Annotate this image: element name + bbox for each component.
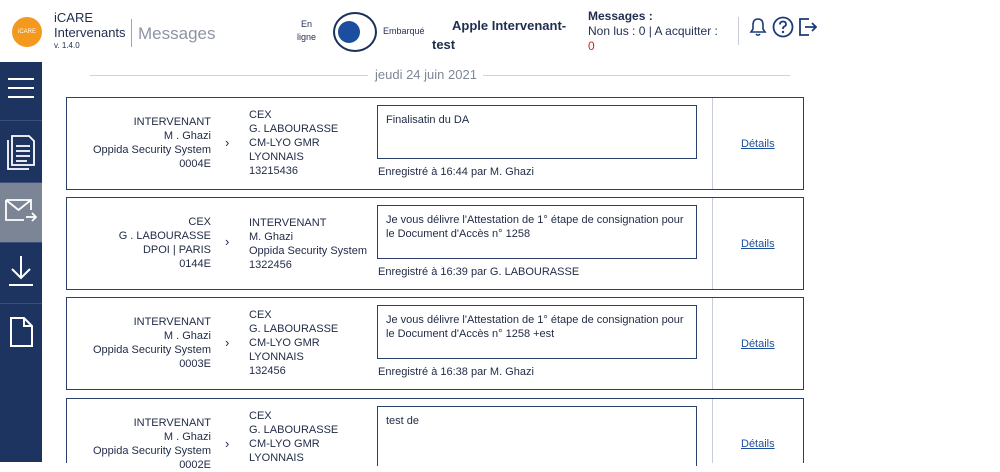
- file-icon: [8, 316, 34, 353]
- message-text: Finalisatin du DA: [377, 105, 697, 159]
- date-divider-left: [90, 75, 368, 76]
- sender-name: G . LABOURASSE: [118, 230, 211, 242]
- sender-company: Oppida Security System: [93, 344, 211, 356]
- message-card: [66, 398, 804, 471]
- recipient-unit: CM-LYO GMR: [249, 137, 320, 149]
- sidebar-item-messages[interactable]: [0, 183, 42, 242]
- online-label: [297, 18, 316, 44]
- sidebar-item-documents[interactable]: [0, 126, 42, 182]
- date-divider-right: [483, 75, 790, 76]
- recipient-role: CEX: [249, 410, 272, 422]
- sender-role: INTERVENANT: [133, 417, 211, 429]
- card-divider: [712, 399, 713, 463]
- card-divider: [712, 298, 713, 389]
- message-recipient: [249, 409, 338, 465]
- messages-to-ack-count: 0: [588, 39, 595, 53]
- message-sender: [77, 315, 211, 371]
- app-version: v. 1.4.0: [54, 41, 80, 50]
- user-name-line2: test: [432, 37, 456, 52]
- sender-name: M . Ghazi: [163, 330, 211, 342]
- app-brand: [54, 10, 126, 52]
- messages-summary: [588, 9, 718, 54]
- sender-name: M . Ghazi: [163, 431, 211, 443]
- recipient-role: CEX: [249, 109, 272, 121]
- sender-code: 0144E: [179, 258, 211, 270]
- message-recorded-info: Enregistré à 16:38 par M. Ghazi: [378, 366, 534, 378]
- menu-icon: [7, 77, 35, 104]
- recipient-code: 13215436: [249, 165, 298, 177]
- brand-divider: [131, 19, 132, 47]
- message-card: [66, 97, 804, 190]
- details-link[interactable]: Détails: [741, 138, 775, 150]
- recipient-unit: CM-LYO GMR: [249, 337, 320, 349]
- sender-role: INTERVENANT: [133, 316, 211, 328]
- recipient-role: CEX: [249, 309, 272, 321]
- user-name-line1: Apple Intervenant-: [452, 18, 567, 33]
- sender-name: M . Ghazi: [163, 130, 211, 142]
- download-icon: [7, 254, 35, 293]
- message-card: [66, 297, 804, 390]
- sidebar: [0, 62, 42, 462]
- message-text: Je vous délivre l'Attestation de 1° étape de consignation pour le Document d'Accès n° 1258: [377, 205, 697, 259]
- sidebar-divider: [0, 242, 42, 243]
- sender-code: 0004E: [179, 158, 211, 170]
- recipient-name: G. LABOURASSE: [249, 323, 339, 335]
- page-title: Messages: [138, 24, 216, 43]
- message-sender: [77, 115, 211, 171]
- recipient-code: 1322456: [249, 259, 292, 271]
- document-list-icon: [7, 134, 35, 175]
- recipient-region: LYONNAIS: [249, 151, 304, 163]
- brand-subtitle: Intervenants: [54, 25, 126, 40]
- recipient-company: Oppida Security System: [249, 245, 367, 257]
- sidebar-divider: [0, 120, 42, 121]
- sender-role: INTERVENANT: [133, 116, 211, 128]
- onboard-label: Embarqué: [383, 26, 425, 36]
- messages-counts: Non lus : 0 | A acquitter :: [588, 24, 718, 38]
- sidebar-item-file[interactable]: [0, 309, 42, 359]
- message-card: [66, 197, 804, 290]
- online-label-line2: ligne: [297, 32, 317, 42]
- date-separator: jeudi 24 juin 2021: [375, 67, 477, 82]
- recipient-name: G. LABOURASSE: [249, 123, 339, 135]
- mail-send-icon: [5, 196, 37, 229]
- chevron-right-icon: ›: [225, 234, 230, 249]
- brand-name: iCARE: [54, 10, 94, 25]
- sidebar-divider: [0, 303, 42, 304]
- message-sender: [77, 416, 211, 472]
- chevron-right-icon: ›: [225, 436, 230, 451]
- logout-icon[interactable]: [797, 16, 819, 43]
- recipient-role: INTERVENANT: [249, 217, 327, 229]
- message-recorded-info: Enregistré à 16:44 par M. Ghazi: [378, 166, 534, 178]
- menu-button[interactable]: [0, 68, 42, 112]
- online-label-line1: En: [301, 19, 313, 29]
- help-icon[interactable]: [772, 16, 794, 43]
- chevron-right-icon: ›: [225, 135, 230, 150]
- recipient-name: M. Ghazi: [249, 231, 294, 243]
- recipient-region: LYONNAIS: [249, 452, 304, 464]
- app-header: [0, 0, 1000, 62]
- header-divider: [738, 17, 739, 45]
- logo-text: iCARE: [17, 29, 36, 35]
- card-divider: [712, 198, 713, 289]
- recipient-name: G. LABOURASSE: [249, 424, 339, 436]
- toggle-knob: [338, 21, 360, 43]
- app-logo: [12, 17, 42, 47]
- message-sender: [77, 215, 211, 271]
- chevron-right-icon: ›: [225, 335, 230, 350]
- details-link[interactable]: Détails: [741, 338, 775, 350]
- messages-summary-title: Messages :: [588, 9, 653, 23]
- card-divider: [712, 98, 713, 189]
- message-recorded-info: Enregistré à 16:39 par G. LABOURASSE: [378, 266, 580, 278]
- user-name: [432, 13, 582, 57]
- sender-company: DPOI | PARIS: [142, 244, 211, 256]
- message-recipient: [249, 308, 338, 378]
- recipient-region: LYONNAIS: [249, 351, 304, 363]
- bell-icon[interactable]: [748, 16, 768, 43]
- message-recipient: [249, 216, 367, 272]
- recipient-unit: CM-LYO GMR: [249, 438, 320, 450]
- sender-code: 0002E: [179, 459, 211, 471]
- online-onboard-toggle[interactable]: [333, 12, 377, 52]
- sidebar-item-download[interactable]: [0, 247, 42, 299]
- details-link[interactable]: Détails: [741, 438, 775, 450]
- sender-company: Oppida Security System: [93, 445, 211, 457]
- message-text: test de: [377, 406, 697, 466]
- recipient-code: 132456: [249, 365, 286, 377]
- sender-code: 0003E: [179, 358, 211, 370]
- details-link[interactable]: Détails: [741, 238, 775, 250]
- message-recipient: [249, 108, 338, 178]
- message-text: Je vous délivre l'Attestation de 1° étape de consignation pour le Document d'Accès n° 1258 +est: [377, 305, 697, 359]
- sender-role: CEX: [188, 216, 211, 228]
- sender-company: Oppida Security System: [93, 144, 211, 156]
